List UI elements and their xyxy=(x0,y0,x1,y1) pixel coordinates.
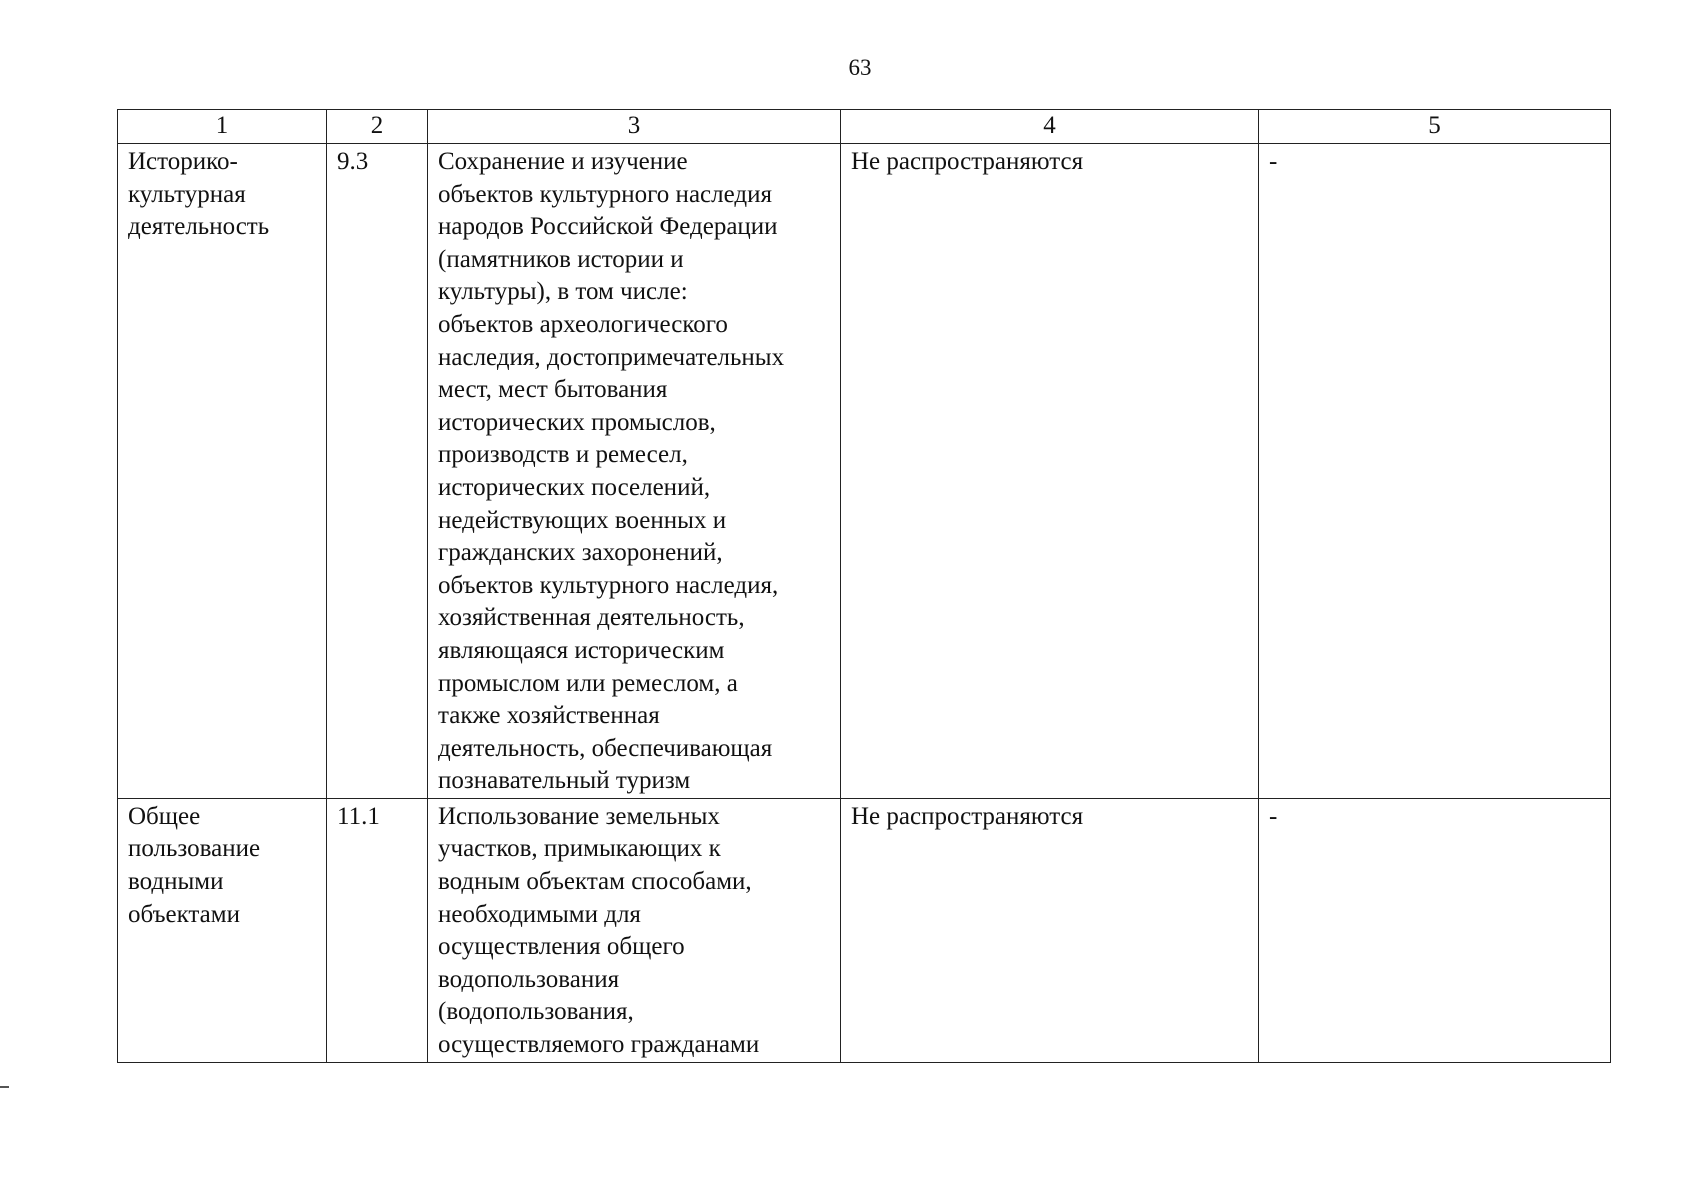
table-row xyxy=(118,144,1611,799)
use-type-code: 9.3 xyxy=(337,148,369,175)
note-text: - xyxy=(1269,802,1278,830)
use-type-code: 11.1 xyxy=(337,802,380,830)
use-type-name: Историко- культурная деятельность xyxy=(128,148,270,241)
page-number: 63 xyxy=(848,55,872,80)
use-type-name: Общее пользование водными объектами xyxy=(128,802,261,928)
column-header-1: 1 xyxy=(118,110,327,144)
land-use-table xyxy=(117,109,1611,1063)
use-type-name-cell xyxy=(118,144,327,799)
column-header-2: 2 xyxy=(327,110,428,144)
column-header-3: 3 xyxy=(428,110,841,144)
use-type-description-cell xyxy=(428,798,841,1062)
restrictions-text: Не распространяются xyxy=(851,148,1084,175)
table-row xyxy=(118,798,1611,1062)
column-header-5: 5 xyxy=(1259,110,1611,144)
use-type-name-cell xyxy=(118,798,327,1062)
note-cell xyxy=(1259,144,1611,799)
use-type-description-cell xyxy=(428,144,841,799)
scan-edge-mark xyxy=(0,1086,9,1088)
use-type-description: Использование земельных участков, примыкающих к водным объектам способами, необходимыми для осуществления общего водопользования (водопользования, осуществляемого гражданами xyxy=(438,802,760,1059)
restrictions-cell xyxy=(841,144,1259,799)
note-cell xyxy=(1259,798,1611,1062)
use-type-code-cell xyxy=(327,798,428,1062)
column-header-4: 4 xyxy=(841,110,1259,144)
restrictions-text: Не распространяются xyxy=(851,802,1084,830)
note-text: - xyxy=(1269,148,1278,175)
use-type-code-cell xyxy=(327,144,428,799)
restrictions-cell xyxy=(841,798,1259,1062)
use-type-description: Сохранение и изучение объектов культурного наследия народов Российской Федерации (памятников истории и культуры), в том числе: объектов археологического наследия, достопримечательных мест, мест бытования исторических промыслов, производств и ремесел, исторических поселений, недействующих военных и гражданских захоронений, объектов культурного наследия, хозяйственная деятельность, являющаяся историческим промыслом или ремеслом, а также хозяйственная деятельность, обеспечивающая познавательный туризм xyxy=(438,148,785,795)
table-header-row xyxy=(118,110,1611,144)
